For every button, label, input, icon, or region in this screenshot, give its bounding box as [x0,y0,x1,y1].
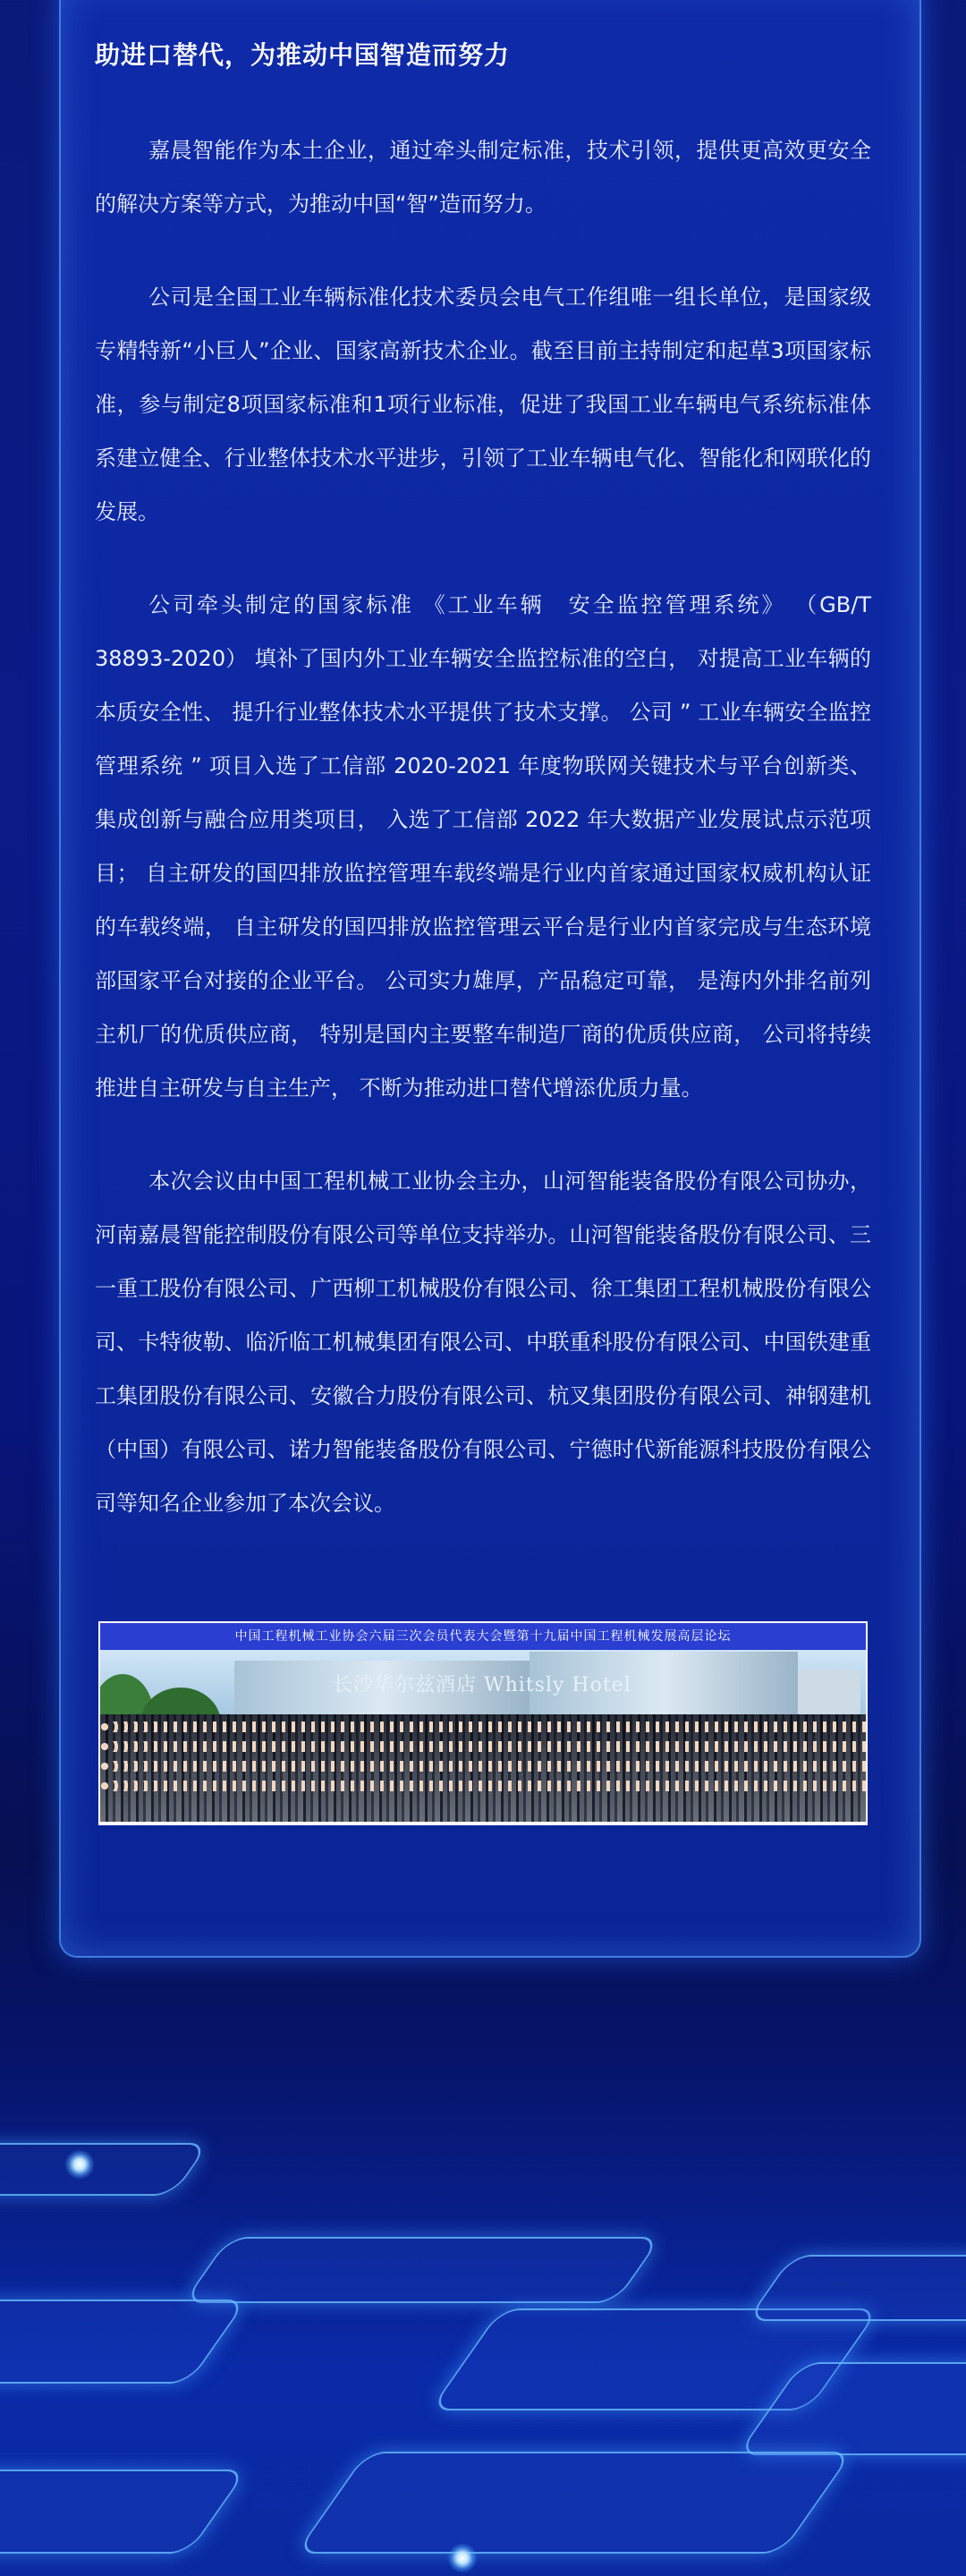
section-headline: 助进口替代，为推动中国智造而努力 [95,40,511,70]
decor-tile [746,2255,966,2321]
photo-scene [100,1650,866,1822]
paragraph-standard: 公司牵头制定的国家标准 《工业车辆 安全监控管理系统》 （GB/T 38893-2020） 填补了国内外工业车辆安全监控标准的空白， 对提高工业车辆的本质安全性、 提升行业整体技术水平提供了技术支撑。 公司 ” 工业车辆安全监控管理系统 ” 项目入选了工信部 2020-2021 年度物联网关键技术与平台创新类、 集成创新与融合应用类项目， 入选了工信部 2022 年大数据产业发展试点示范项目； 自主研发的国四排放监控管理车载终端是行业内首家通过国家权威机构认证的车载终端， 自主研发的国四排放监控管理云平台是行业内首家完成与生态环境部国家平台对接的企业平台。 公司实力雄厚，产品稳定可靠， 是海内外排名前列主机厂的优质供应商， 特别是国内主要整车制造厂商的优质供应商， 公司将持续推进自主研发与自主生产， 不断为推动进口替代增添优质力量。 [95,592,871,1101]
decor-tile [295,2452,853,2554]
photo-crowd [100,1714,866,1822]
decor-tile [0,2470,248,2554]
paragraph-company: 公司是全国工业车辆标准化技术委员会电气工作组唯一组长单位，是国家级专精特新“小巨人”企业、国家高新技术企业。截至目前主持制定和起草3项国家标准，参与制定8项国家标准和1项行业标准，促进了我国工业车辆电气系统标准体系建立健全、行业整体技术水平进步，引领了工业车辆电气化、智能化和网联化的发展。 [95,285,871,524]
decor-tile [0,2300,248,2384]
article-body [95,34,871,1569]
paragraph-meeting: 本次会议由中国工程机械工业协会主办，山河智能装备股份有限公司协办，河南嘉晨智能控制股份有限公司等单位支持举办。山河智能装备股份有限公司、三一重工股份有限公司、广西柳工机械股份有限公司、徐工集团工程机械股份有限公司、卡特彼勒、临沂临工机械集团有限公司、中联重科股份有限公司、中国铁建重工集团股份有限公司、安徽合力股份有限公司、杭叉集团股份有限公司、神钢建机（中国）有限公司、诺力智能装备股份有限公司、宁德时代新能源科技股份有限公司等知名企业参加了本次会议。 [95,1169,871,1516]
photo-banner: 中国工程机械工业协会六届三次会员代表大会暨第十九届中国工程机械发展高层论坛 [100,1623,866,1650]
light-spark [447,2543,478,2573]
group-photo [98,1621,868,1825]
hotel-sign: 长沙华尔兹酒店 Whitsly Hotel [333,1674,631,1696]
decor-tile [0,2143,210,2196]
light-spark [64,2149,95,2180]
decor-tile [182,2237,662,2303]
paragraph-intro: 嘉晨智能作为本土企业，通过牵头制定标准，技术引领，提供更高效更安全的解决方案等方式，为推动中国“智”造而努力。 [95,138,871,217]
